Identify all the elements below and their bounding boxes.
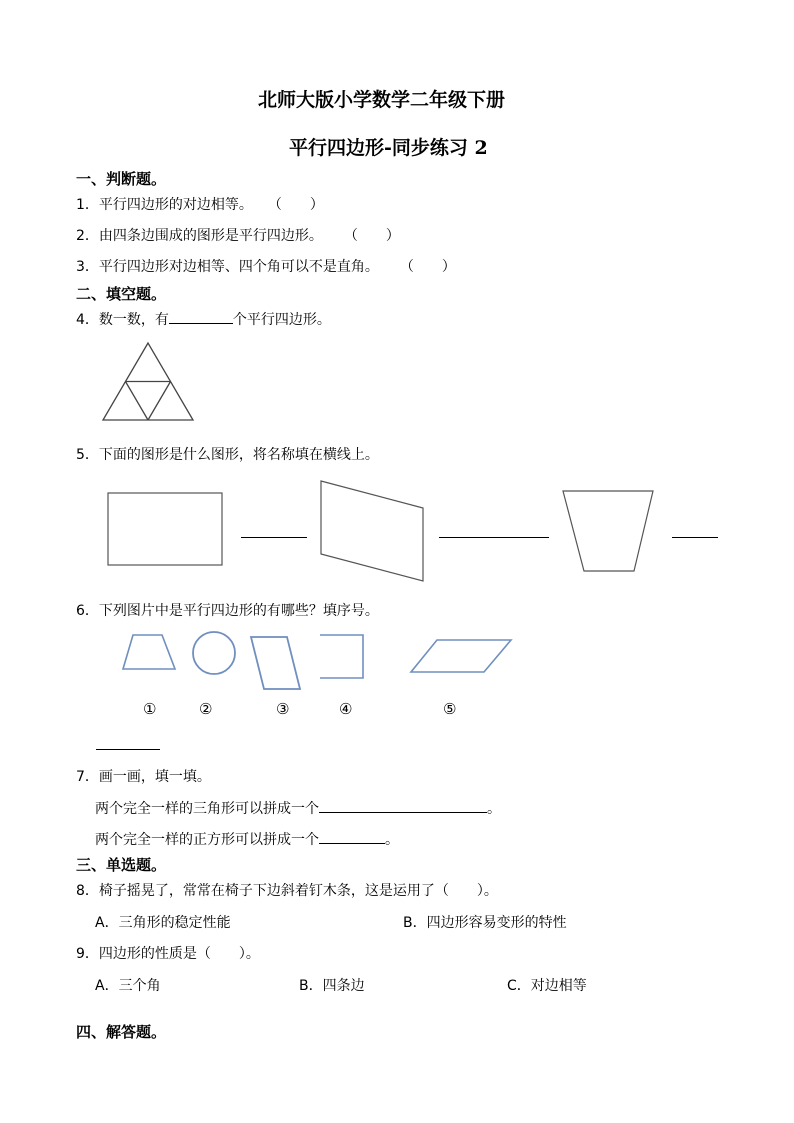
answer-line[interactable]: [439, 537, 549, 538]
question-text: 四边形的性质是（ ）。: [98, 946, 260, 962]
answer-line[interactable]: [241, 537, 307, 538]
answer-blank[interactable]: [169, 309, 233, 324]
answer-blank[interactable]: [319, 829, 385, 844]
question-number: 1．: [76, 197, 99, 213]
question-text: 下面的图形是什么图形，将名称填在横线上。: [98, 447, 379, 463]
shape-label-5: ⑤: [443, 700, 457, 718]
question-number: 7．: [76, 769, 99, 785]
section-heading-answer: 四、解答题。: [76, 1023, 167, 1041]
answer-parentheses[interactable]: （ ）: [274, 197, 324, 213]
question-7-line-1: [95, 798, 501, 818]
option-9a[interactable]: A．三个角: [95, 978, 161, 994]
shape-label-4: ④: [339, 700, 353, 718]
trapezoid-shape: [560, 488, 656, 574]
rectangle-shape: [105, 490, 225, 570]
option-9b[interactable]: B．四条边: [299, 978, 365, 994]
question-text: 椅子摇晃了，常常在椅子下边斜着钉木条，这是运用了（ ）。: [98, 883, 498, 899]
question-number: 6．: [76, 603, 99, 619]
question-3: [76, 256, 456, 276]
question-number: 9．: [76, 946, 99, 962]
question-7-line-2: [95, 829, 399, 849]
inner-line: [148, 382, 171, 421]
question-8: [76, 880, 498, 900]
answer-parentheses[interactable]: （ ）: [350, 228, 400, 244]
question-text: 由四条边围成的图形是平行四边形。: [98, 228, 323, 244]
section-heading-judgment: 一、判断题。: [76, 170, 167, 188]
question-text: 个平行四边形。: [232, 312, 331, 328]
question-number: 8．: [76, 883, 99, 899]
question-text: 两个完全一样的正方形可以拼成一个: [95, 832, 319, 848]
question-number: 2．: [76, 228, 99, 244]
answer-line[interactable]: [672, 537, 718, 538]
page-subtitle: 平行四边形-同步练习 2: [289, 137, 488, 159]
section-heading-single-choice: 三、单选题。: [76, 856, 167, 874]
question-2: [76, 225, 400, 245]
triangle-figure: [100, 340, 200, 430]
shape-label-2: ②: [199, 700, 213, 718]
question-text: 下列图片中是平行四边形的有哪些？填序号。: [98, 603, 379, 619]
answer-blank[interactable]: [319, 798, 487, 813]
question-text: 。: [385, 832, 399, 848]
question-text: 两个完全一样的三角形可以拼成一个: [95, 801, 319, 817]
shape-3-parallelogram: [248, 634, 304, 694]
option-8b[interactable]: B．四边形容易变形的特性: [403, 915, 567, 931]
question-4: [76, 309, 331, 329]
question-7: [76, 766, 211, 786]
inner-line: [126, 382, 149, 421]
question-text: 平行四边形的对边相等。: [98, 197, 253, 213]
question-5: [76, 444, 379, 464]
question-text: 平行四边形对边相等、四个角可以不是直角。: [98, 259, 379, 275]
shape-5-parallelogram: [408, 637, 514, 675]
parallelogram-shape: [318, 478, 428, 586]
question-9: [76, 943, 260, 963]
question-number: 3．: [76, 259, 99, 275]
section-heading-fill-in: 二、填空题。: [76, 285, 167, 303]
shape-label-3: ③: [276, 700, 290, 718]
page-title: 北师大版小学数学二年级下册: [258, 89, 506, 111]
shape-label-1: ①: [143, 700, 157, 718]
option-8a[interactable]: A．三角形的稳定性能: [95, 915, 231, 931]
question-text: 。: [487, 801, 501, 817]
answer-parentheses[interactable]: （ ）: [406, 259, 456, 275]
option-9c[interactable]: C．对边相等: [507, 978, 587, 994]
question-text: 数一数，有: [98, 312, 169, 328]
question-number: 4．: [76, 312, 99, 328]
question-6: [76, 600, 379, 620]
answer-line[interactable]: [96, 749, 160, 750]
question-number: 5．: [76, 447, 99, 463]
question-text: 画一画，填一填。: [98, 769, 211, 785]
shape-1-trapezoid: [120, 632, 178, 672]
question-1: [76, 194, 324, 214]
shape-2-circle: [190, 630, 238, 678]
shape-4-open-square: [317, 632, 367, 682]
